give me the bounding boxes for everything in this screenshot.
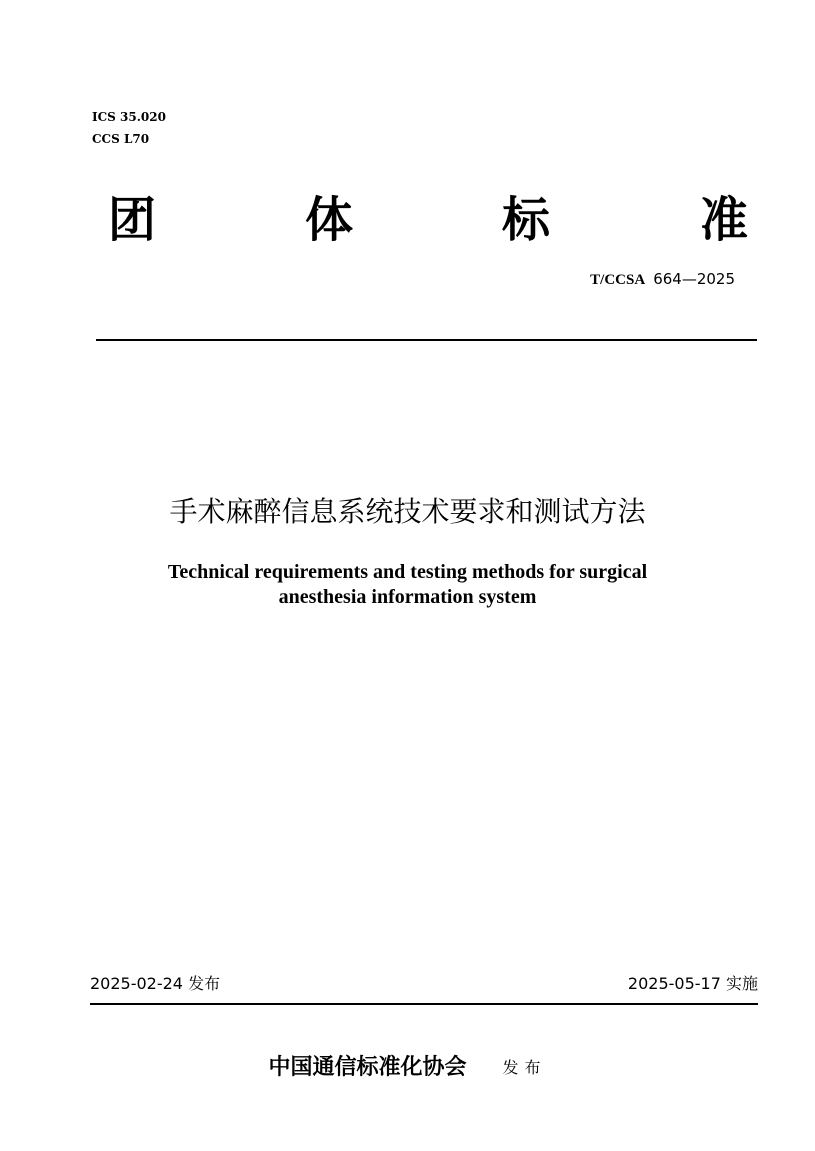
implementation-date: 2025-05-17 实施 xyxy=(627,974,758,993)
english-title-line-2: anesthesia information system xyxy=(278,586,537,608)
standard-number-value: 664—2025 xyxy=(653,270,735,288)
document-title-english xyxy=(120,560,695,610)
english-title-line-1: Technical requirements and testing methods for surgical xyxy=(167,561,648,583)
standard-number-prefix: T/CCSA xyxy=(590,272,646,288)
classification-codes xyxy=(92,106,166,150)
ccs-code: CCS L70 xyxy=(92,132,150,146)
standard-type-char-2: 体 xyxy=(305,192,354,248)
bottom-divider xyxy=(90,1003,758,1005)
standard-type-char-3: 标 xyxy=(502,192,551,248)
standard-number xyxy=(590,268,735,291)
standard-type-heading xyxy=(100,190,760,250)
top-divider xyxy=(96,339,757,341)
standard-type-char-1: 团 xyxy=(108,192,157,248)
publisher-action: 发布 xyxy=(502,1058,547,1077)
ics-code: ICS 35.020 xyxy=(92,110,166,124)
publish-date: 2025-02-24 发布 xyxy=(90,974,221,993)
publisher xyxy=(0,1050,815,1084)
document-title-chinese: 手术麻醉信息系统技术要求和测试方法 xyxy=(169,495,646,528)
standard-type-char-4: 准 xyxy=(700,192,749,248)
publisher-organization: 中国通信标准化协会 xyxy=(268,1054,467,1080)
